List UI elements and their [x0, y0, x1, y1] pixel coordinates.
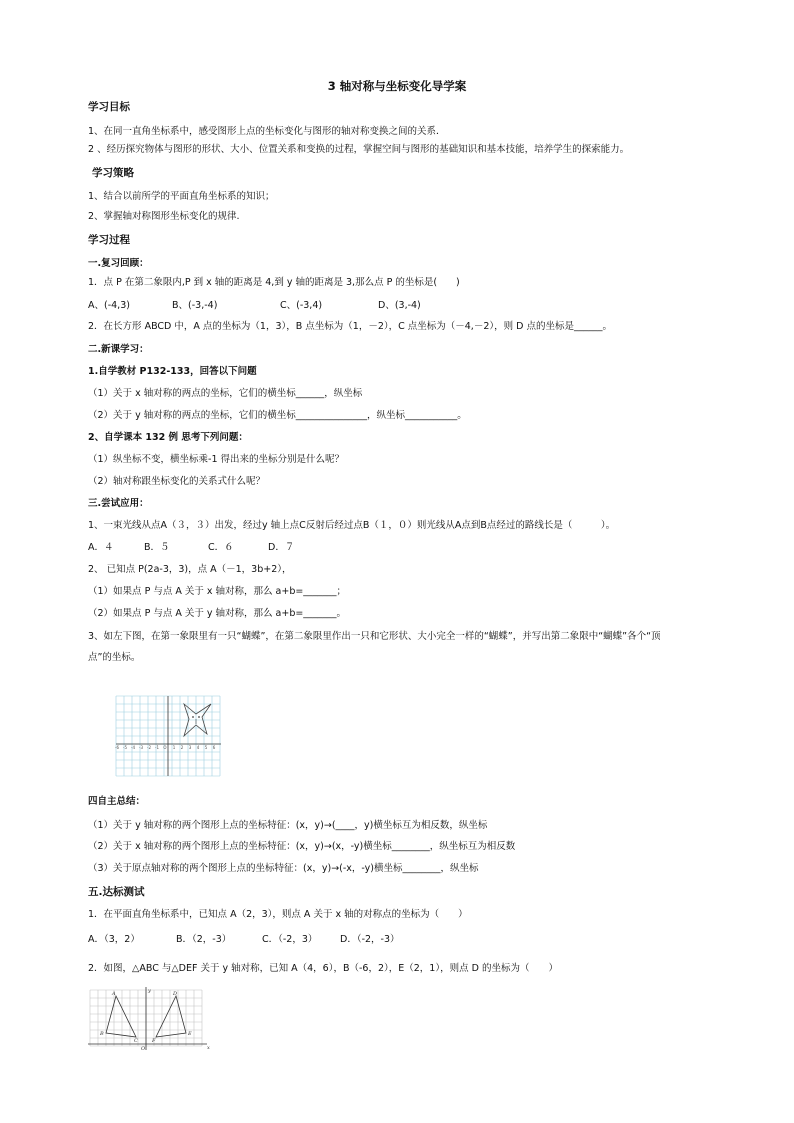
review-option-a: A、(-4,3) — [88, 300, 130, 311]
point-label-d: D — [173, 991, 178, 997]
strategy-item: 2、掌握轴对称图形坐标变化的规律. — [88, 211, 240, 222]
new-study-item: （2）关于 y 轴对称的两点的坐标，它们的横坐标_______________，纵坐标___________。 — [88, 410, 467, 421]
point-label-c: C — [134, 1038, 138, 1044]
test-question-1: 1．在平面直角坐标系中，已知点 A（2，3），则点 A 关于 x 轴的对称点的坐标为（ ） — [88, 909, 468, 920]
practice-item: （1）如果点 P 与点 A 关于 x 轴对称，那么 a+b=_______； — [88, 586, 347, 597]
grid-tick-label: -2 — [147, 745, 151, 750]
review-option-c: C、(-3,4) — [280, 300, 323, 311]
review-option-d: D、(3,-4) — [378, 300, 421, 311]
goals-heading: 学习目标 — [88, 101, 130, 113]
grid-tick-label: -5 — [123, 745, 127, 750]
practice-question-1: 1、一束光线从点A（３，３）出发，经过y 轴上点C反射后经过点B（１，０）则光线从A点到B点经过的路线长是（ ）。 — [88, 520, 616, 531]
grid-origin-label: O — [163, 745, 167, 750]
strategy-item: 1、结合以前所学的平面直角坐标系的知识； — [88, 191, 275, 202]
summary-item: （3）关于原点轴对称的两个图形上点的坐标特征：(x，y)→(-x，-y)横坐标________，纵坐标 — [88, 863, 479, 874]
review-heading: 一.复习回顾： — [88, 258, 149, 269]
new-study-heading: 二.新课学习： — [88, 344, 149, 355]
practice-question-3: 3、如左下图，在第一象限里有一只“蝴蝶”，在第二象限里作出一只和它形状、大小完全一样的“蝴蝶”，并写出第二象限中“蝴蝶”各个“顶 — [88, 631, 661, 642]
new-study-item: （2）轴对称跟坐标变化的关系式什么呢？ — [88, 476, 266, 487]
triangle-symmetry-figure — [88, 986, 212, 1052]
origin-label: O — [141, 1046, 146, 1052]
grid-tick-label: 3 — [188, 745, 192, 750]
review-option-b: B、(-3,-4) — [172, 300, 218, 311]
new-study-item: （1）关于 x 轴对称的两点的坐标，它们的横坐标______，纵坐标 — [88, 388, 363, 399]
grid-tick-label: 6 — [212, 745, 216, 750]
grid-tick-label: -4 — [131, 745, 135, 750]
grid-tick-label: -1 — [155, 745, 159, 750]
test-question-2: 2．如图，△ABC 与△DEF 关于 y 轴对称，已知 A（4，6），B（-6，2），E（2，1），则点 D 的坐标为（ ） — [88, 963, 558, 974]
x-axis-label: x — [207, 1045, 210, 1051]
grid-tick-label: 4 — [196, 745, 200, 750]
test-option-b: B．（2，-3） — [176, 934, 232, 945]
test-option-a: A．（3，2） — [88, 934, 140, 945]
new-study-item: （1）纵坐标不变，横坐标乘-1 得出来的坐标分别是什么呢？ — [88, 454, 345, 465]
summary-heading: 四自主总结： — [88, 796, 146, 807]
review-question-2: 2．在长方形 ABCD 中，A 点的坐标为（1，3），B 点坐标为（1，－2），C 点坐标为（－4,－2），则 D 点的坐标是______。 — [88, 321, 612, 332]
grid-tick-label: 1 — [172, 745, 176, 750]
practice-option-b: B．５ — [144, 542, 170, 553]
point-label-f: F — [152, 1038, 156, 1044]
grid-tick-label: 5 — [204, 745, 208, 750]
review-question-1: 1．点 P 在第二象限内,P 到 x 轴的距离是 4,到 y 轴的距离是 3,那么点 P 的坐标是( ) — [88, 277, 460, 288]
strategy-heading: 学习策略 — [92, 167, 134, 179]
point-label-e: E — [188, 1031, 192, 1037]
practice-option-d: D．７ — [268, 542, 295, 553]
grid-tick-label: 2 — [180, 745, 184, 750]
summary-item: （2）关于 x 轴对称的两个图形上点的坐标特征：(x，y)→(x，-y)横坐标________，纵坐标互为相反数 — [88, 841, 516, 852]
test-heading: 五.达标测试 — [88, 886, 145, 898]
point-label-b: B — [100, 1031, 104, 1037]
butterfly-grid-figure — [114, 695, 224, 777]
practice-heading: 三.尝试应用： — [88, 498, 149, 509]
summary-item: （1）关于 y 轴对称的两个图形上点的坐标特征：(x，y)→(____，y)横坐标互为相反数，纵坐标 — [88, 820, 488, 831]
practice-item: （2）如果点 P 与点 A 关于 y 轴对称，那么 a+b=_______。 — [88, 608, 347, 619]
grid-tick-label: -6 — [115, 745, 119, 750]
point-label-a: A — [112, 991, 116, 997]
y-axis-label: y — [148, 988, 151, 994]
process-heading: 学习过程 — [88, 234, 130, 246]
goal-item: 1、在同一直角坐标系中，感受图形上点的坐标变化与图形的轴对称变换之间的关系． — [88, 126, 446, 137]
test-option-d: D．（-2，-3） — [340, 934, 400, 945]
practice-question-2: 2、 已知点 P(2a-3，3)，点 A（－1，3b+2）， — [88, 564, 292, 575]
page-title: 3 轴对称与坐标变化导学案 — [327, 79, 467, 93]
new-study-section-1: 1.自学教材 P132-133，回答以下问题 — [88, 366, 257, 377]
new-study-section-2: 2、自学课本 132 例 思考下列问题： — [88, 432, 248, 443]
practice-question-3-cont: 点”的坐标。 — [88, 652, 141, 663]
test-option-c: C．（-2，3） — [262, 934, 318, 945]
grid-tick-label: -3 — [139, 745, 143, 750]
practice-option-a: A．４ — [88, 542, 114, 553]
practice-option-c: C．６ — [208, 542, 234, 553]
goal-item: 2 、经历探究物体与图形的形状、大小、位置关系和变换的过程，掌握空间与图形的基础知识和基本技能，培养学生的探索能力。 — [88, 144, 630, 155]
